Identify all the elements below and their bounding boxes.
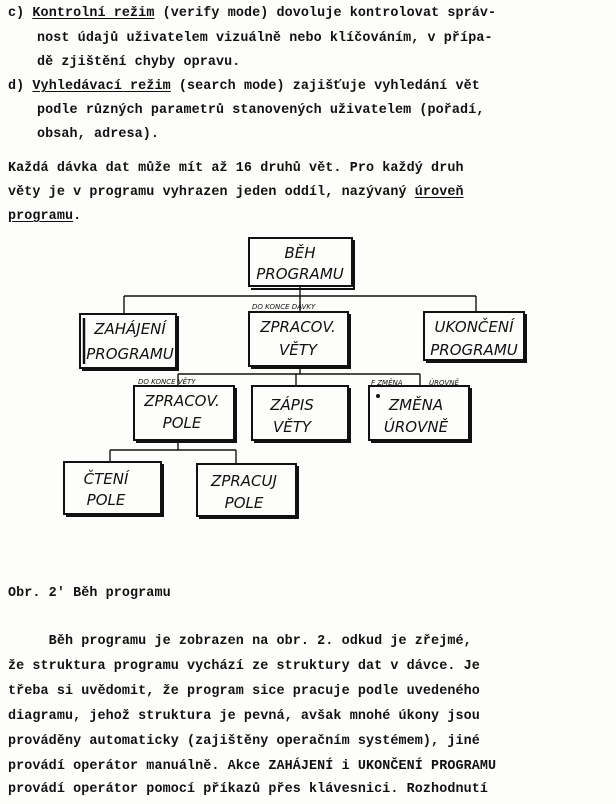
note-do-konce-vety: DO KONCE VĚTY <box>138 378 196 386</box>
para2-line5: prováděny automaticky (zajištěny operačním systémem), jiné <box>8 734 480 749</box>
box-label-line1: BĚH <box>284 244 316 262</box>
note-urovne: ÚROVNĚ <box>429 379 459 387</box>
figure-caption: Obr. 2' Běh programu <box>8 586 171 601</box>
box-label-line2: POLE <box>86 491 126 509</box>
term-uroven: úroveň <box>414 185 464 200</box>
box-label-line2: PROGRAMU <box>430 341 518 359</box>
box-label-line1: ZPRACOV. <box>144 392 220 410</box>
box-label-line2: ÚROVNĚ <box>383 418 449 436</box>
box-zapis-vety <box>252 386 350 442</box>
term-vyhledavaci-rezim: Vyhledávací režim <box>32 79 171 94</box>
term-kontrolni-rezim: Kontrolní režim <box>32 6 155 21</box>
box-label-line1: ČTENÍ <box>83 470 129 488</box>
box-label-line1: ZÁPIS <box>270 396 314 414</box>
box-label-line1: ZMĚNA <box>388 396 444 414</box>
note-f-zmena: F ZMĚNA <box>371 379 403 387</box>
box-label-line1: UKONČENÍ <box>434 318 514 336</box>
para2-line2: že struktura programu vychází ze struktury dat v dávce. Je <box>8 659 480 674</box>
list-marker-c: c) <box>8 6 25 21</box>
para2-line1: Běh programu je zobrazen na obr. 2. odkud je zřejmé, <box>8 634 472 649</box>
box-label-line2: PROGRAMU <box>86 345 174 363</box>
para2-line7: provádí operátor pomocí příkazů přes klávesnici. Rozhodnutí <box>8 782 489 797</box>
box-beh-programu <box>249 238 354 289</box>
box-cteni-pole <box>64 462 163 516</box>
box-zpracov-vety <box>249 312 350 368</box>
list-item-d-line1: d) Vyhledávací režim (search mode) zajišťuje vyhledání vět <box>8 79 480 94</box>
list-item-c-line3: dě zjištění chyby opravu. <box>37 55 241 70</box>
box-label-line2: PROGRAMU <box>256 265 344 283</box>
para2-line3: třeba si uvědomit, že program sice pracuje podle uvedeného <box>8 684 480 699</box>
para1-line3: programu. <box>8 209 82 224</box>
box-label-line2: VĚTY <box>278 341 318 359</box>
para1-line2: věty je v programu vyhrazen jeden oddíl, nazývaný úroveň <box>8 185 464 200</box>
list-marker-d: d) <box>8 79 25 94</box>
para1-line1: Každá dávka dat může mít až 16 druhů vět. Pro každý druh <box>8 161 464 176</box>
box-ukonceni-programu <box>424 312 526 362</box>
box-label-line1: ZPRACOV. <box>260 318 336 336</box>
box-label-line1: ZAHÁJENÍ <box>94 320 166 338</box>
note-do-konce-davky: DO KONCE DÁVKY <box>252 303 316 311</box>
list-item-c-line1: c) Kontrolní režim (verify mode) dovoluje kontrolovat správ- <box>8 6 497 21</box>
box-zmena-urovne <box>369 386 471 442</box>
para2-line6: provádí operátor manuálně. Akce ZAHÁJENÍ i UKONČENÍ PROGRAMU <box>8 759 497 774</box>
box-label-line2: POLE <box>162 414 202 432</box>
box-label-line2: VĚTY <box>272 418 312 436</box>
list-item-d-line3: obsah, adresa). <box>37 127 160 142</box>
box-label-line1: ZPRACUJ <box>211 472 277 490</box>
box-zahajeni-programu <box>80 314 178 370</box>
box-zpracov-pole <box>134 386 236 442</box>
box-zpracuj-pole <box>197 464 298 518</box>
box-label-line2: POLE <box>224 494 264 512</box>
term-programu: programu <box>8 209 74 224</box>
list-item-d-line2: podle různých parametrů stanovených uživatelem (pořadí, <box>37 103 485 118</box>
para2-line4: diagramu, jehož struktura je pevná, avšak mnohé úkony jsou <box>8 709 480 724</box>
list-item-c-line2: nost údajů uživatelem vizuálně nebo klíčováním, v přípa- <box>37 31 493 46</box>
